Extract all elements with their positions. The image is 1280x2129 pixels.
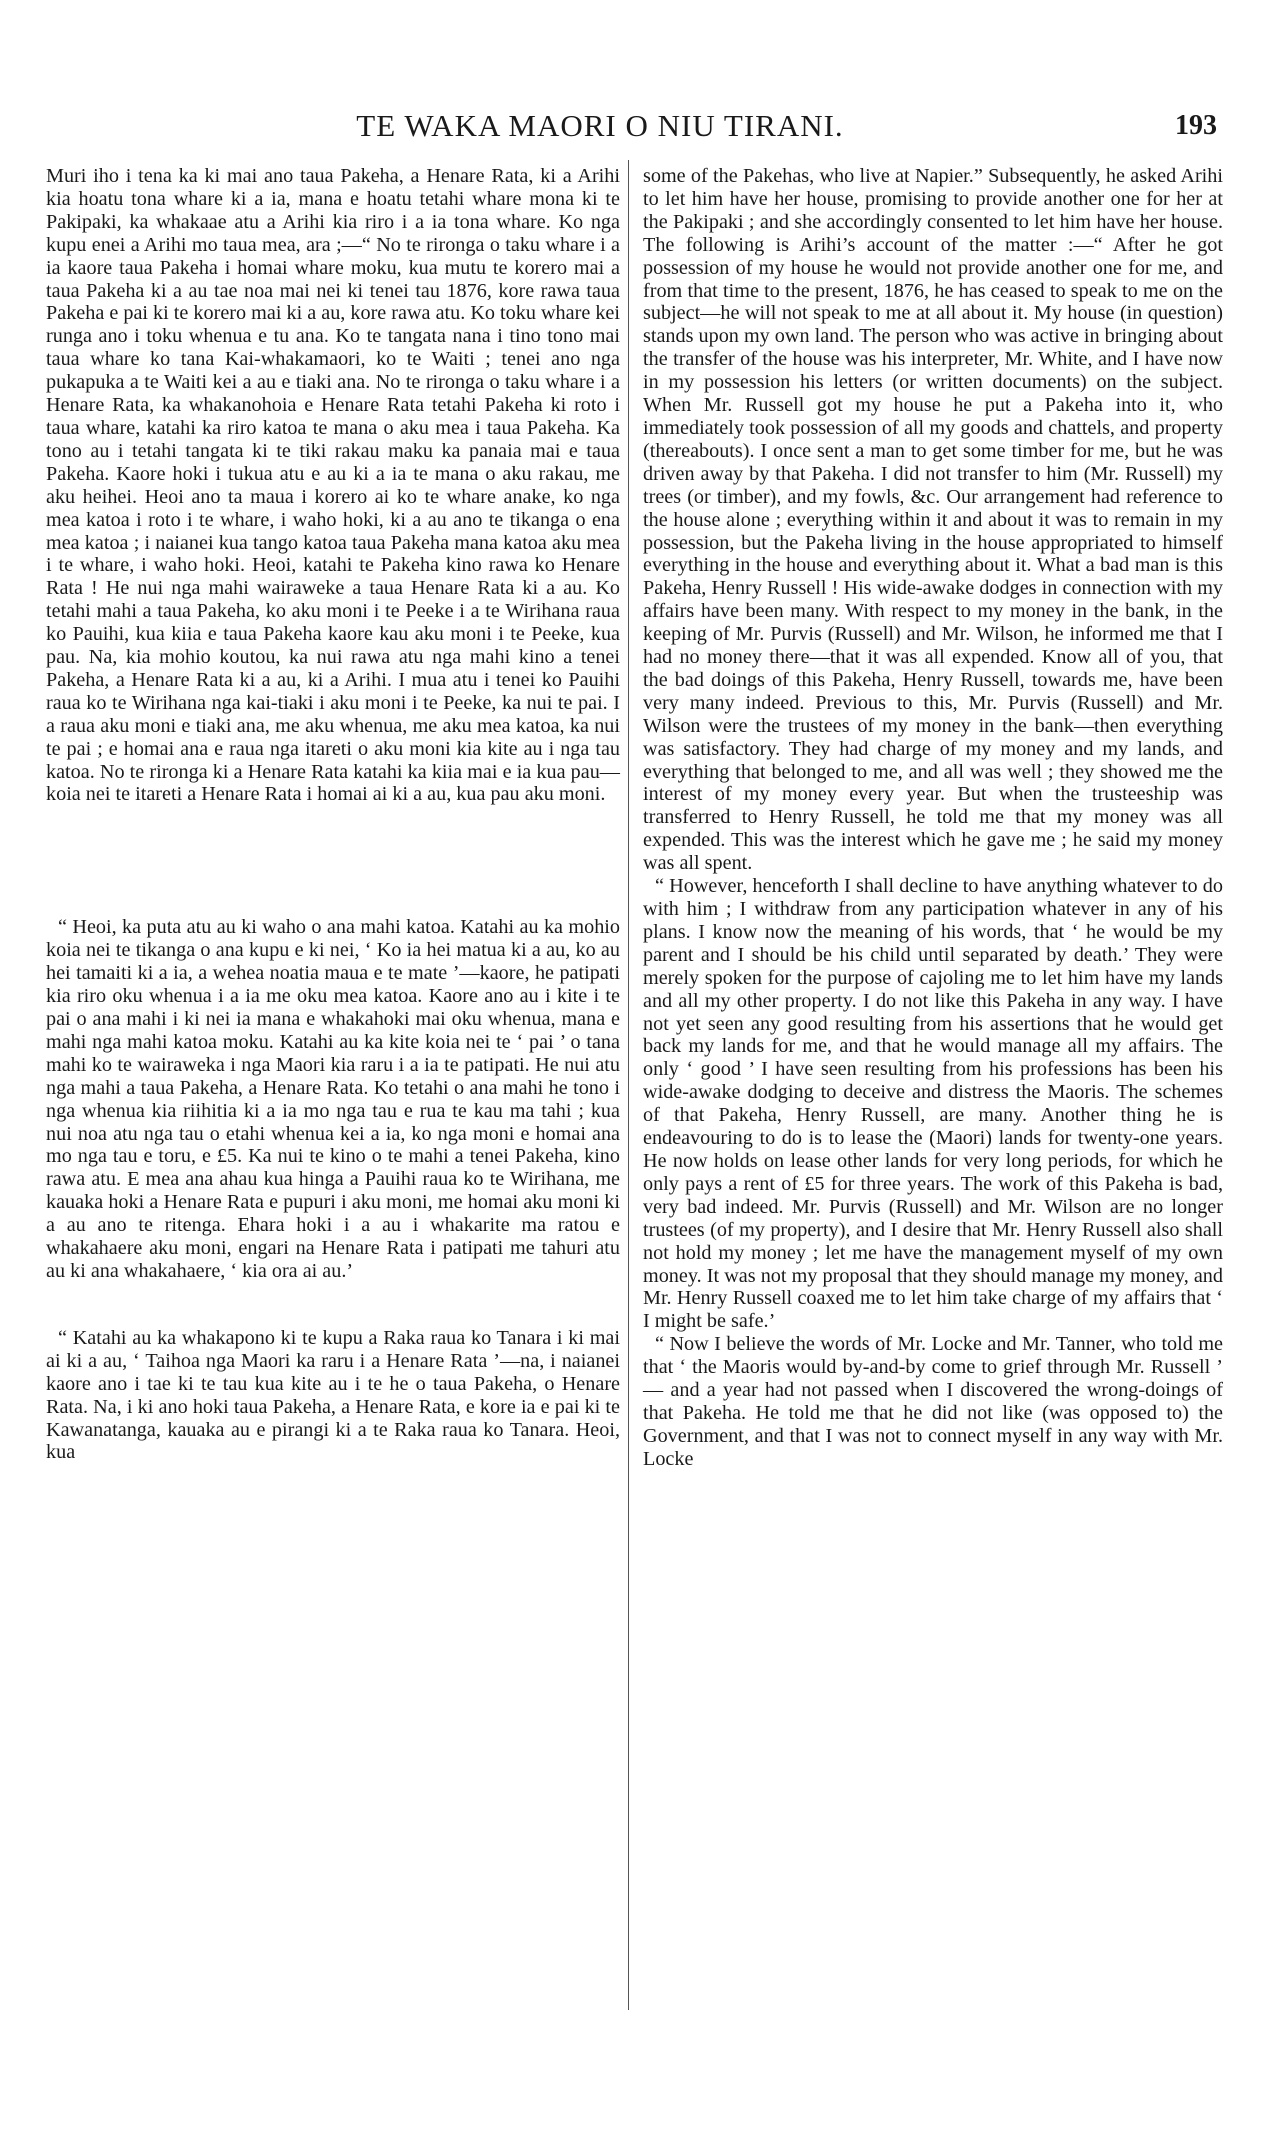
column-divider <box>628 160 629 2010</box>
maori-paragraph-3: “ Katahi au ka whakapono ki te kupu a Raka raua ko Tanara i ki mai ai ki a au, ‘ Taihoa nga Maori ka raru i a Henare Rata ’—na, i naianei kaore ano i tae ki te tau kua kite au i te he o taua Pakeha, o Henare Rata. Na, i ki ano hoki taua Pakeha, a Henare Rata, e kore ia e pai ki te Kawanatanga, kauaka au e pirangi ki a te Raka raua ko Tanara. Heoi, kua <box>46 1326 620 1464</box>
english-column <box>643 165 1223 1471</box>
english-paragraph-3: “ Now I believe the words of Mr. Locke and Mr. Tanner, who told me that ‘ the Maoris would by-and-by come to grief through Mr. Russell ’ — and a year had not passed when I discovered the wrong-doings of that Pakeha. He told me that he did not like (was opposed to) the Government, and that I was not to connect myself in any way with Mr. Locke <box>643 1333 1223 1470</box>
running-head <box>0 108 1280 148</box>
page-number: 193 <box>1175 110 1217 141</box>
english-paragraph-2: “ However, henceforth I shall decline to have anything whatever to do with him ; I withdraw from any participation whatever in any of his plans. I know now the meaning of his words, that ‘ he would be my parent and I should be his child until separated by death.’ They were merely spoken for the purpose of cajoling me to let him have my lands and all my other property. I do not like this Pakeha in any way. I have not yet seen any good resulting from his assertions that he would get back my lands for me, and that he would manage all my affairs. The only ‘ good ’ I have seen resulting from his professions has been his wide-awake dodging to deceive and distress the Maoris. The schemes of that Pakeha, Henry Russell, are many. Another thing he is endeavouring to do is to lease the (Maori) lands for twenty-one years. He now holds on lease other lands for very long periods, for which he only pays a rent of £5 for three years. The work of this Pakeha is bad, very bad indeed. Mr. Purvis (Russell) and Mr. Wilson are no longer trustees (of my property), and I desire that Mr. Henry Russell also shall not hold my money ; let me have the management myself of my own money. It was not my proposal that they should manage my money, and Mr. Henry Russell coaxed me to let him take charge of my affairs that ‘ I might be safe.’ <box>643 875 1223 1333</box>
maori-column <box>46 165 620 1464</box>
maori-paragraph-2: “ Heoi, ka puta atu au ki waho o ana mahi katoa. Katahi au ka mohio koia nei te tikanga o ana kupu e ki nei, ‘ Ko ia hei matua ki a au, ko au hei tamaiti ki a ia, a wehea noatia maua e te mate ’—kaore, he patipati kia riro oku whenua i a ia me oku mea katoa. Kaore ano au i kite i te pai o ana mahi i ki nei ia mana e whakahoki mai oku whenua, mana e mahi nga mahi katoa moku. Katahi au ka kite koia nei te ‘ pai ’ o tana mahi ko te wairaweka i nga Maori kia raru i a ia te patipati. He nui atu nga mahi a taua Pakeha, a Henare Rata. Ko tetahi o ana mahi he tono i nga whenua kia riihitia ki a ia mo nga tau e rua te kau ma tahi ; kua nui noa atu nga tau o etahi whenua kei a ia, ko nga moni e homai ana mo nga tau e toru, e £5. Ka nui te kino o te mahi a tenei Pakeha, kino rawa atu. E mea ana ahau kua hinga a Pauihi raua ko te Wirihana, me kauaka hoki a Henare Rata e pupuri i aku moni, me homai aku moni ki a au ano te ritenga. Ehara hoki i a au i whakarite ma ratou e whakahaere aku moni, engari na Henare Rata i patipati me tahuri atu au ki ana whakahaere, ‘ kia ora ai au.’ <box>46 916 620 1282</box>
maori-paragraph-1: Muri iho i tena ka ki mai ano taua Pakeha, a Henare Rata, ki a Arihi kia hoatu tona whare ki a ia, mana e hoatu tetahi whare mona ki te Pakipaki, ka whakaae atu a Arihi kia riro i a ia tona whare. Ko nga kupu enei a Arihi mo taua mea, ara ;—“ No te rironga o taku whare i a ia kaore taua Pakeha i homai whare moku, kua mutu te korero mai a taua Pakeha ki a au tae noa mai nei ki tenei tau 1876, kore rawa taua Pakeha e pai ki te korero mai ki a au, kore rawa atu. Ko toku whare kei runga ano i toku whenua e tu ana. Ko te tangata nana i tino tono mai taua whare ko tana Kai-whakamaori, ko te Waiti ; tenei ano nga pukapuka a te Waiti kei a au e tiaki ana. No te rironga o taku whare i a Henare Rata, ka whakanohoia e Henare Rata tetahi Pakeha ki roto i taua whare, katahi ka riro katoa te mana o aku mea i taua Pakeha. Ka tono au i tetahi tangata ki te tiki rakau maku ka panaia mai e taua Pakeha. Kaore hoki i tukua atu e au ki a ia te mana o aku rakau, me aku heihei. Heoi ano ta maua i korero ai ko te whare anake, ko nga mea katoa i roto i te whare, i waho hoki, ki a au ano te tikanga o ena mea katoa ; i naianei kua tango katoa taua Pakeha mana katoa aku mea i te whare, i waho hoki. Heoi, katahi te Pakeha kino rawa ko Henare Rata ! He nui nga mahi wairaweke a taua Henare Rata ki a au. Ko tetahi mahi a taua Pakeha, ko aku moni i te Peeke i a te Wirihana raua ko Pauihi, kua kiia e taua Pakeha kaore kau aku moni i te Peeke, kua pau. Na, kia mohio koutou, ka nui rawa atu nga mahi kino a tenei Pakeha, a Henare Rata ki a au, ki a Arihi. I mua atu i tenei ko Pauihi raua ko te Wirihana nga kai-tiaki i aku moni i te Peeke, ka nui te pai. I a raua aku moni e tiaki ana, me aku whenua, me aku mea katoa, ka nui te pai ; e homai ana e raua nga itareti o aku moni kia kite au i nga tau katoa. No te rironga ki a Henare Rata katahi ka kiia mai e ia kua pau—koia nei te itareti a Henare Rata i homai ai ki a au, kua pau aku moni. <box>46 165 621 806</box>
page-title: TE WAKA MAORI O NIU TIRANI. <box>356 108 844 143</box>
english-paragraph-1: some of the Pakehas, who live at Napier.” Subsequently, he asked Arihi to let him have her house, promising to provide another one for her at the Pakipaki ; and she accordingly consented to let him have her house. The following is Arihi’s account of the matter :—“ After he got possession of my house he would not provide another one for me, and from that time to the present, 1876, he has ceased to speak to me on the subject—he will not speak to me at all about it. My house (in question) stands upon my own land. The person who was active in bringing about the transfer of the house was his interpreter, Mr. White, and I have now in my possession his letters (or written documents) on the subject. When Mr. Russell got my house he put a Pakeha into it, who immediately took possession of all my goods and chattels, and property (thereabouts). I once sent a man to get some timber for me, but he was driven away by that Pakeha. I did not transfer to him (Mr. Russell) my trees (or timber), and my fowls, &c. Our arrangement had reference to the house alone ; everything within it and about it was to remain in my possession, but the Pakeha living in the house appropriated to himself everything in the house and everything about it. What a bad man is this Pakeha, Henry Russell ! His wide-awake dodges in connection with my affairs have been many. With respect to my money in the bank, in the keeping of Mr. Purvis (Russell) and Mr. Wilson, he informed me that I had no money there—that it was all expended. Know all of you, that the bad doings of this Pakeha, Henry Russell, towards me, have been very many indeed. Previous to this, Mr. Purvis (Russell) and Mr. Wilson were the trustees of my money in the bank—then everything was satisfactory. They had charge of my money and my lands, and everything that belonged to me, and all was well ; they showed me the interest of my money every year. But when the trusteeship was transferred to Henry Russell, he told me that my money was all expended. This was the interest which he gave me ; he said my money was all spent. <box>643 165 1223 875</box>
